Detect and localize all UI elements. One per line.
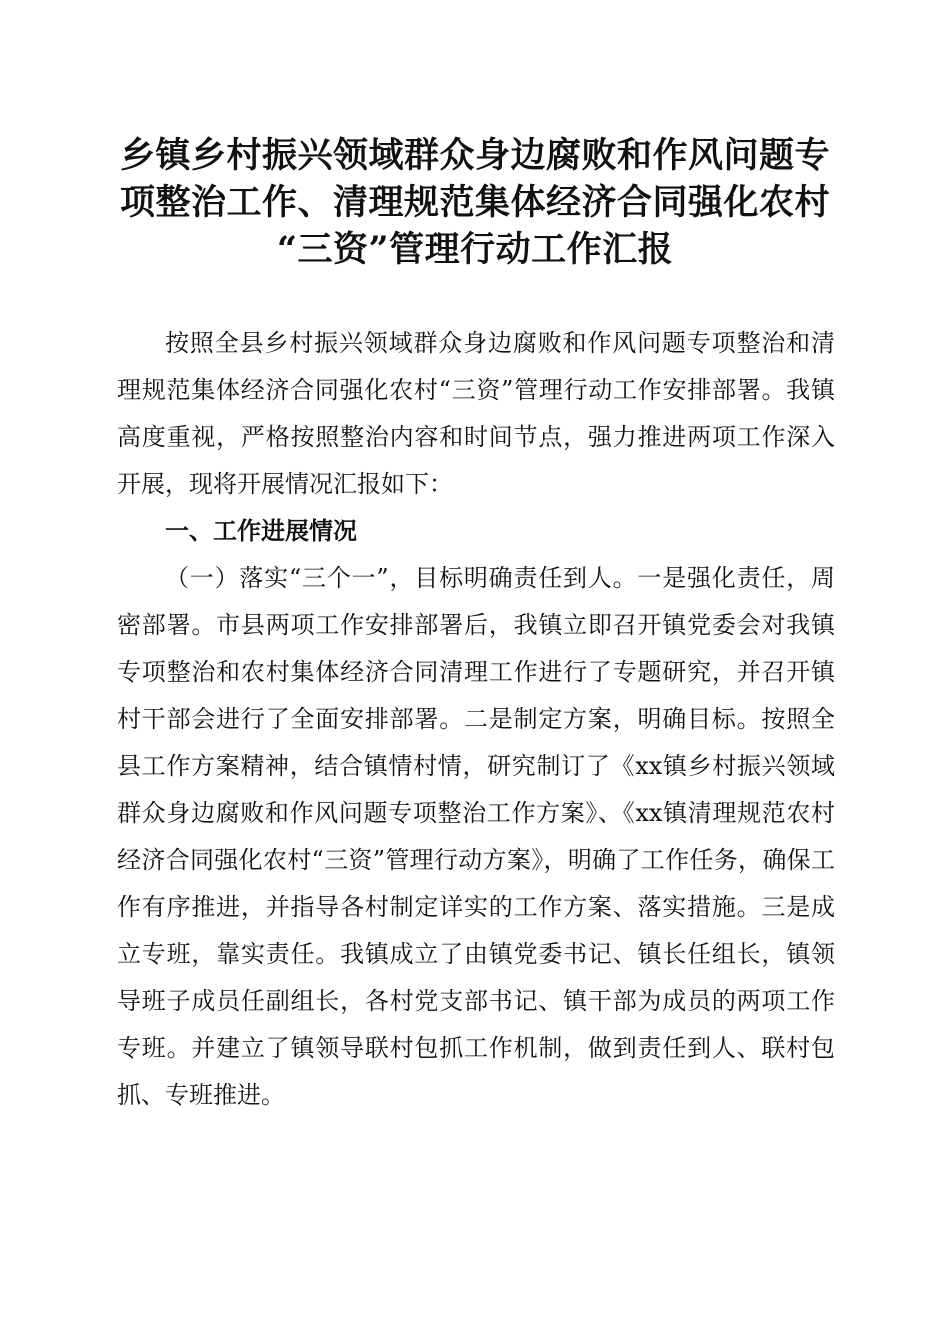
body-paragraph-1: （一）落实“三个一”，目标明确责任到人。一是强化责任，周密部署。市县两项工作安排部署后，我镇立即召开镇党委会对我镇专项整治和农村集体经济合同清理工作进行了专题研究，并召开镇村干部会进行了全面安排部署。二是制定方案，明确目标。按照全县工作方案精神，结合镇情村情，研究制订了《xx镇乡村振兴领域群众身边腐败和作风问题专项整治工作方案》、《xx镇清理规范农村经济合同强化农村“三资”管理行动方案》，明确了工作任务，确保工作有序推进，并指导各村制定详实的工作方案、落实措施。三是成立专班，靠实责任。我镇成立了由镇党委书记、镇长任组长，镇领导班子成员任副组长，各村党支部书记、镇干部为成员的两项工作专班。并建立了镇领导联村包抓工作机制，做到责任到人、联村包抓、专班推进。 [117, 564, 835, 1109]
title-line-3: “三资”管理行动工作汇报 [276, 229, 674, 270]
title-line-1: 乡镇乡村振兴领域群众身边腐败和作风问题专 [119, 135, 830, 176]
intro-paragraph: 按照全县乡村振兴领域群众身边腐败和作风问题专项整治和清理规范集体经济合同强化农村“三资”管理行动工作安排部署。我镇高度重视，严格按照整治内容和时间节点，强力推进两项工作深入开展，现将开展情况汇报如下： [117, 329, 835, 498]
title-line-2: 项整治工作、清理规范集体经济合同强化农村 [119, 182, 830, 223]
section-heading: 一、工作进展情况 [165, 517, 357, 545]
document-body [117, 320, 835, 1119]
document-title [110, 132, 840, 273]
